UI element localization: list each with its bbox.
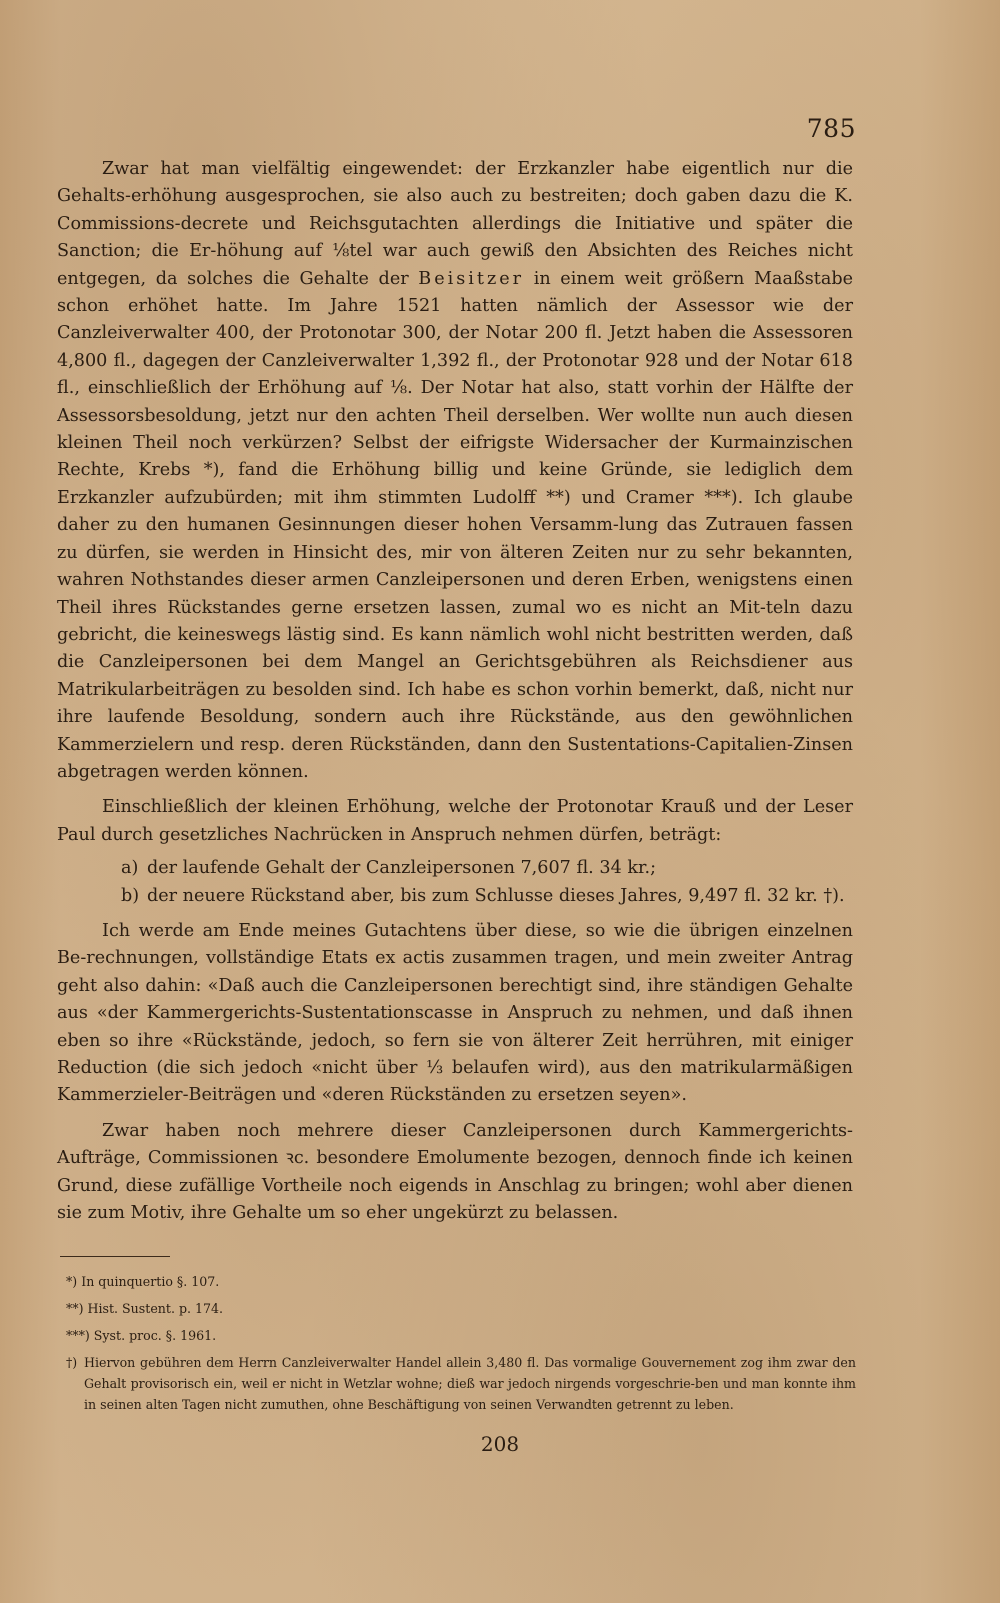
list-text: der neuere Rückstand aber, bis zum Schlusse dieses Jahres, 9,497 fl. 32 kr. †).	[147, 885, 845, 906]
list-item	[57, 855, 853, 882]
footnote-marker: †)	[66, 1355, 78, 1370]
footnote-divider	[60, 1256, 170, 1257]
list-text: der laufende Gehalt der Canzleipersonen 7,607 fl. 34 kr.;	[147, 858, 657, 879]
spaced-term-beisitzer: Beisitzer	[418, 268, 525, 289]
paragraph-1-part-2: in einem weit größern Maaßstabe schon erhöhet hatte. Im Jahre 1521 hatten nämlich der Assessor wie der Canzleiverwalter 400, der Protonotar 300, der Notar 200 fl. Jetzt haben die Assessoren 4,800 fl., dagegen der Canzleiverwalter 1,392 fl., der Protonotar 928 und der Notar 618 fl., einschließlich der Erhöhung auf ⅛. Der Notar hat also, statt vorhin der Hälfte der Assessorsbesoldung, jetzt nur den achten Theil derselben. Wer wollte nun auch diesen kleinen Theil noch verkürzen? Selbst der eifrigste Widersacher der Kurmainzischen Rechte, Krebs *), fand die Erhöhung billig und keine Gründe, sie lediglich dem Erzkanzler aufzubürden; mit ihm stimmten Ludolff **) und Cramer ***). Ich glaube daher zu den humanen Gesinnungen dieser hohen Versamm-lung das Zutrauen fassen zu dürfen, sie werden in Hinsicht des, mir von älteren Zeiten nur zu sehr bekannten, wahren Nothstandes dieser armen Canzleipersonen und deren Erben, wenigstens einen Theil ihres Rückstandes gerne ersetzen lassen, zumal wo es nicht an Mit-teln dazu gebricht, die keineswegs lästig sind. Es kann nämlich wohl nicht bestritten werden, daß die Canzleipersonen bei dem Mangel an Gerichtsgebühren als Reichsdiener aus Matrikularbeiträgen zu besolden sind. Ich habe es schon vorhin bemerkt, daß, nicht nur ihre laufende Besoldung, sondern auch ihre Rückstände, aus den gewöhnlichen Kammerzielern und resp. deren Rückständen, dann den Sustentations-Capitalien-Zinsen abgetragen werden können.	[57, 268, 853, 782]
page-number: 785	[806, 114, 856, 143]
signature-mark: 208	[480, 1432, 520, 1456]
footnote: ***) Syst. proc. §. 1961.	[66, 1328, 217, 1343]
footnotes	[66, 1266, 856, 1415]
amount-list	[57, 855, 853, 910]
list-marker: a)	[121, 858, 139, 879]
list-marker: b)	[121, 885, 140, 906]
footnote: **) Hist. Sustent. p. 174.	[66, 1301, 224, 1316]
footnote-dagger	[66, 1352, 856, 1415]
paragraph-2: Einschließlich der kleinen Erhöhung, welche der Protonotar Krauß und der Leser Paul durch gesetzliches Nachrücken in Anspruch nehmen dürfen, beträgt:	[57, 797, 853, 845]
paragraph-3: Ich werde am Ende meines Gutachtens über diese, so wie die übrigen einzelnen Be-rechnungen, vollständige Etats ex actis zusammen tragen, und mein zweiter Antrag geht also dahin: «Daß auch die Canzleipersonen berechtigt sind, ihre ständigen Gehalte aus «der Kammergerichts-Sustentationscasse in Anspruch zu nehmen, und daß ihnen eben so ihre «Rückstände, jedoch, so fern sie von älterer Zeit herrühren, mit einiger Reduction (die sich jedoch «nicht über ⅓ belaufen wird), aus den matrikularmäßigen Kammerzieler-Beiträgen und «deren Rückständen zu ersetzen seyen».	[57, 920, 853, 1106]
body-text	[57, 156, 853, 1227]
footnote: *) In quinquertio §. 107.	[66, 1274, 220, 1289]
list-item	[57, 883, 853, 910]
paragraph-1-part-1: Zwar hat man vielfältig eingewendet: der Erzkanzler habe eigentlich nur die Gehalts-erhöhung ausgesprochen, sie also auch zu bestreiten; doch gaben dazu die K. Commissions-decrete und Reichsgutachten allerdings die Initiative und später die Sanction; die Er-höhung auf ⅛tel war auch gewiß den Absichten des Reiches nicht entgegen, da solches die Gehalte der	[57, 159, 853, 289]
paragraph-4: Zwar haben noch mehrere dieser Canzleipersonen durch Kammergerichts-Aufträge, Commissionen ꝛc. besondere Emolumente bezogen, dennoch finde ich keinen Grund, diese zufällige Vortheile noch eigends in Anschlag zu bringen; wohl aber dienen sie zum Motiv, ihre Gehalte um so eher ungekürzt zu belassen.	[57, 1120, 853, 1224]
paragraph-1	[57, 156, 853, 786]
footnote-text: Hiervon gebühren dem Herrn Canzleiverwalter Handel allein 3,480 fl. Das vormalige Gouvernement zog ihm zwar den Gehalt provisorisch ein, weil er nicht in Wetzlar wohne; dieß war jedoch nirgends vorgeschrie-ben und man konnte ihm in seinen alten Tagen nicht zumuthen, ohne Beschäftigung von seinen Verwandten getrennt zu leben.	[84, 1355, 856, 1412]
